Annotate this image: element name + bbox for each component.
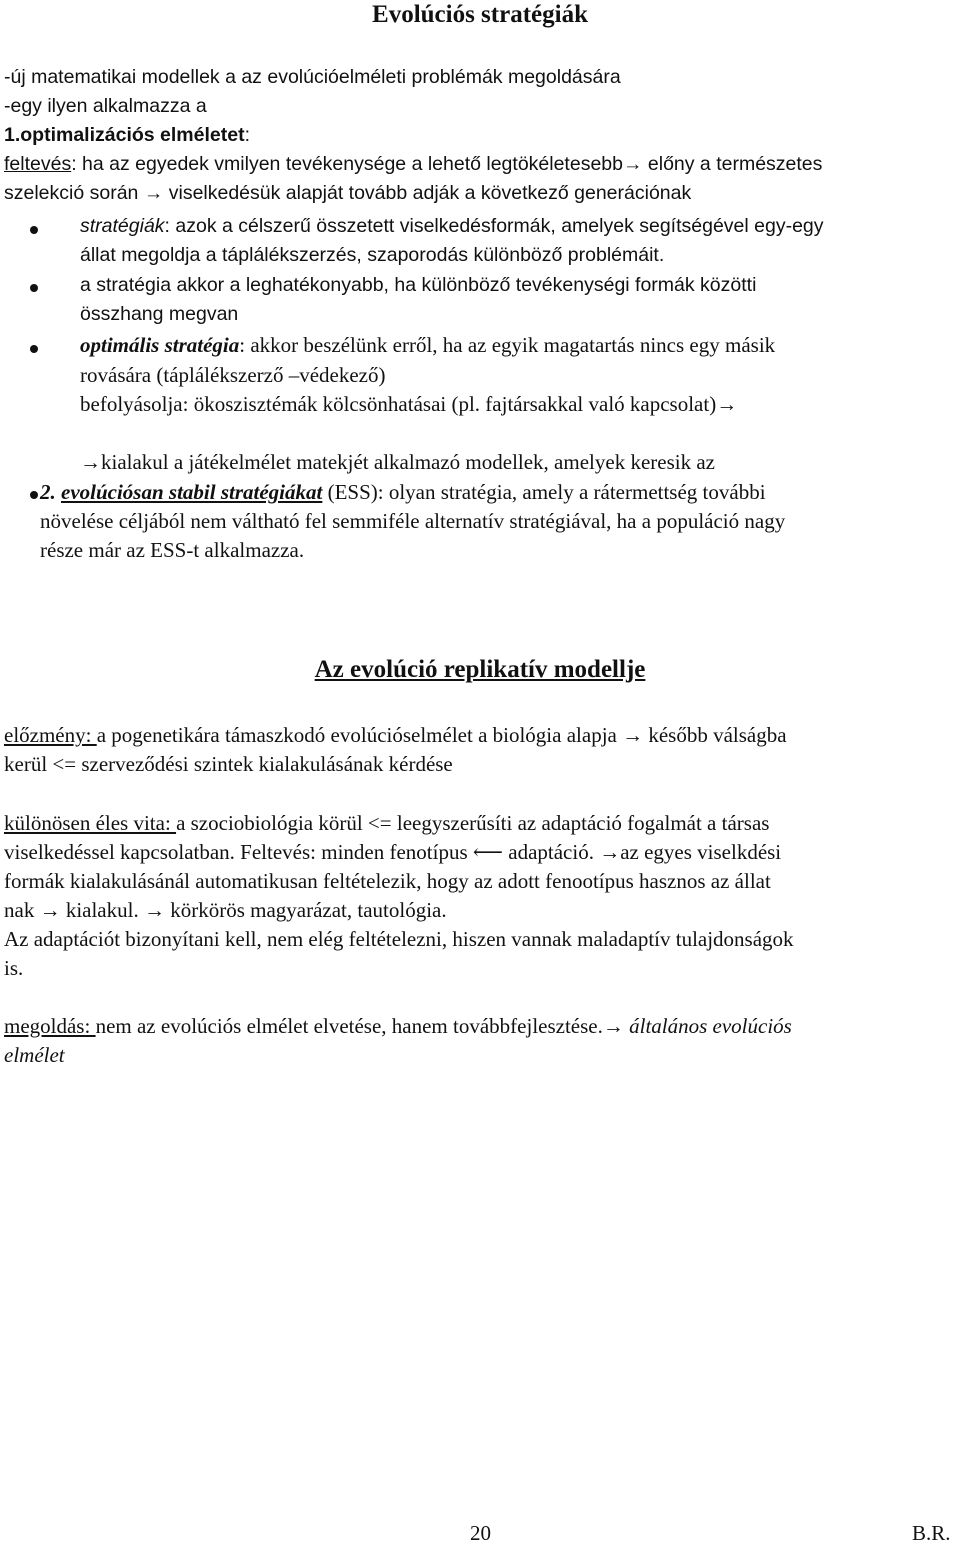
text-line: formák kialakulásánál automatikusan feltételezik, hogy az adott fenootípus hasznos az állat	[4, 869, 771, 893]
text-line: összhang megvan	[80, 303, 239, 325]
term-assumption: feltevés	[4, 153, 72, 175]
text-line: viselkedéssel kapcsolatban. Feltevés: minden fenotípus ⟵ adaptáció. →az egyes viselkdési	[4, 840, 782, 864]
heading-optimization: 1.optimalizációs elméletet	[4, 124, 245, 146]
paragraph-solution: megoldás: nem az evolúciós elmélet elvetése, hanem továbbfejlesztése.→ általános evolúciós	[4, 1014, 792, 1038]
page-title: Evolúciós stratégiák	[372, 1, 588, 28]
text-line: →kialakul a játékelmélet matekjét alkalmazó modellek, amelyek keresik az	[80, 450, 715, 474]
text-line: -egy ilyen alkalmazza a	[4, 95, 207, 117]
text-line: befolyásolja: ökoszisztémák kölcsönhatásai (pl. fajtársakkal való kapcsolat)→	[80, 392, 738, 416]
text-line: állat megoldja a táplálékszerzés, szaporodás különböző problémáit.	[80, 244, 665, 266]
text-line: kerül <= szerveződési szintek kialakulásának kérdése	[4, 752, 453, 776]
bullet-optimal-strategy: optimális stratégia: akkor beszélünk erről, ha az egyik magatartás nincs egy másik	[80, 333, 776, 357]
paragraph-debate: különösen éles vita: a szociobiológia körül <= leegyszerűsíti az adaptáció fogalmát a társas	[4, 811, 770, 835]
bullet	[30, 345, 38, 353]
text-line: elmélet	[4, 1043, 65, 1067]
text-line: növelése céljából nem váltható fel semmiféle alternatív stratégiával, ha a populáció nagy	[40, 509, 786, 533]
bullet-ess: 2. evolúciósan stabil stratégiákat (ESS): olyan stratégia, amely a rátermettség további	[40, 480, 766, 504]
bullet-harmony: a stratégia akkor a leghatékonyabb, ha különböző tevékenységi formák közötti	[80, 274, 757, 296]
page-number: 20	[470, 1521, 491, 1545]
text-line: is.	[4, 956, 24, 980]
section-title: Az evolúció replikatív modellje	[314, 656, 646, 683]
text-line: szelekció során → viselkedésük alapját tovább adják a következő generációnak	[4, 182, 692, 204]
text-line: feltevés: ha az egyedek vmilyen tevékenysége a lehető legtökéletesebb→ előny a természetes	[4, 153, 823, 175]
bullet	[30, 226, 38, 234]
paragraph-background: előzmény: a pogenetikára támaszkodó evolúcióselmélet a biológia alapja → később válságba	[4, 723, 787, 747]
bullet	[30, 491, 38, 499]
text-line: nak → kialakul. → körkörös magyarázat, tautológia.	[4, 898, 447, 922]
text-line: -új matematikai modellek a az evolúcióelméleti problémák megoldására	[4, 66, 621, 88]
bullet	[30, 284, 38, 292]
text-line: rovására (táplálékszerző –védekező)	[80, 363, 386, 387]
term-ess: evolúciósan stabil stratégiákat	[61, 480, 323, 504]
bullet-strategies: stratégiák: azok a célszerű összetett viselkedésformák, amelyek segítségével egy-egy	[80, 215, 824, 237]
text-line: 1.optimalizációs elméletet:	[4, 124, 251, 146]
text-line: Az adaptációt bizonyítani kell, nem elég feltételezni, hiszen vannak maladaptív tulajdonságok	[4, 927, 794, 951]
author-initials: B.R.	[912, 1521, 951, 1545]
text-line: része már az ESS-t alkalmazza.	[40, 538, 305, 562]
